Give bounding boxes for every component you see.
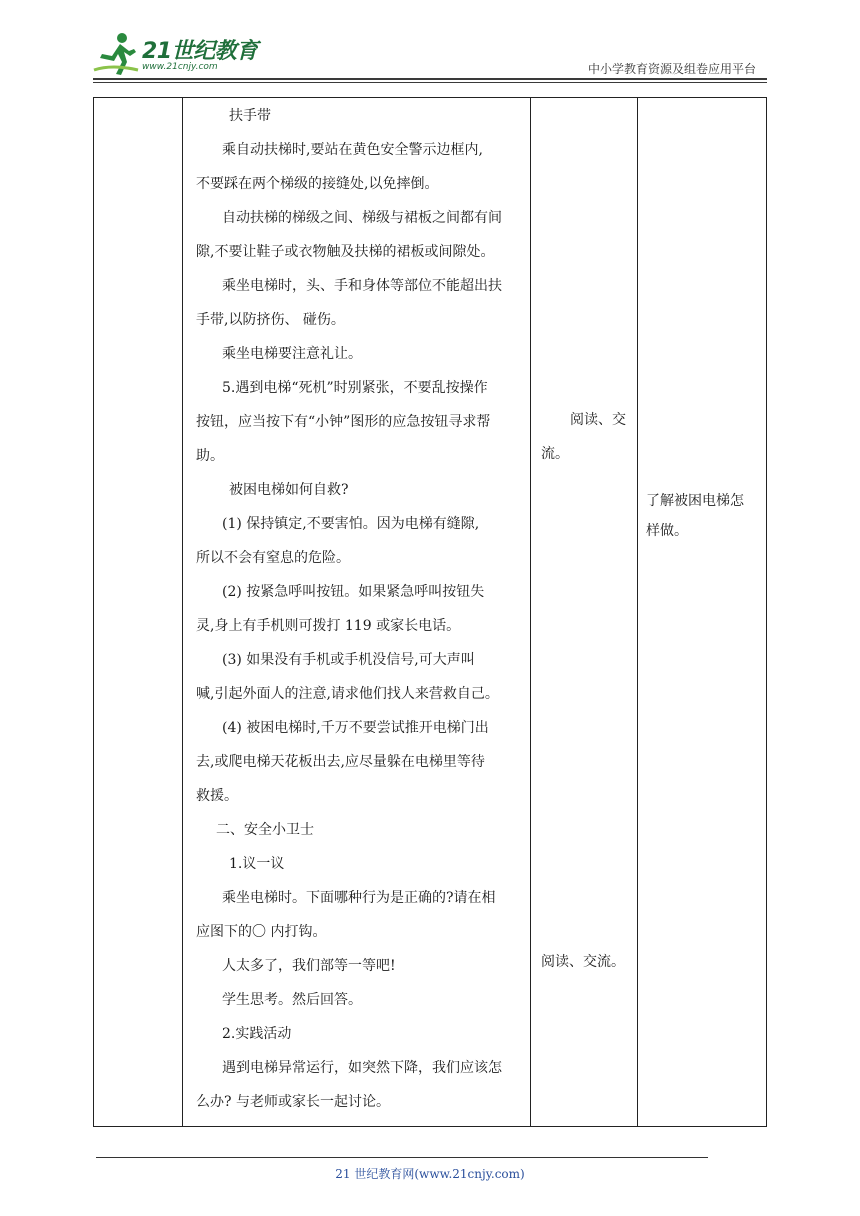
content-line: 2.实践活动 [222, 1026, 292, 1042]
table-border-top [93, 97, 767, 98]
content-line: 手带,以防挤伤、 碰伤。 [196, 312, 345, 328]
content-line: 乘坐电梯时。下面哪种行为是正确的?请在相 [222, 890, 496, 906]
content-line: 救援。 [196, 788, 238, 804]
table-divider-1 [182, 97, 183, 1127]
student-activity-1: 阅读、交 [570, 412, 626, 428]
table-border-bottom [93, 1126, 767, 1127]
header-rule-thin [93, 82, 767, 83]
content-line: 去,或爬电梯天花板出去,应尽量躲在电梯里等待 [196, 754, 485, 770]
content-line: 乘自动扶梯时,要站在黄色安全警示边框内, [222, 142, 483, 158]
table-border-right [766, 97, 767, 1127]
section-heading: 二、安全小卫士 [216, 822, 314, 838]
content-line: 么办? 与老师或家长一起讨论。 [196, 1094, 390, 1110]
content-line: 被困电梯如何自救? [229, 482, 349, 498]
content-line: 自动扶梯的梯级之间、梯级与裙板之间都有间 [222, 210, 502, 226]
content-line: 应图下的〇 内打钩。 [196, 924, 327, 940]
table-divider-2 [530, 97, 531, 1127]
content-line: 遇到电梯异常运行，如突然下降，我们应该怎 [222, 1060, 502, 1076]
runner-icon [92, 30, 142, 78]
content-line: 人太多了，我们部等一等吧! [222, 958, 396, 974]
content-line: 助。 [196, 448, 224, 464]
table-border-left [93, 97, 94, 1127]
content-line: (1) 保持镇定,不要害怕。因为电梯有缝隙, [222, 516, 480, 532]
logo-text: 21世纪教育 [142, 39, 258, 64]
content-line: (3) 如果没有手机或手机没信号,可大声叫 [222, 652, 475, 668]
content-line: (4) 被困电梯时,千万不要尝试推开电梯门出 [222, 720, 489, 736]
content-line: 1.议一议 [229, 856, 285, 872]
content-line: 乘坐电梯要注意礼让。 [222, 346, 362, 362]
header-rule [93, 78, 767, 80]
logo-url: www.21cnjy.com [142, 62, 218, 72]
header-slogan: 中小学教育资源及组卷应用平台 [587, 62, 756, 76]
content-line: 灵,身上有手机则可拨打 119 或家长电话。 [196, 618, 461, 634]
footer-rule [96, 1157, 708, 1158]
content-line: 扶手带 [229, 108, 271, 124]
page-header [0, 0, 860, 100]
content-line: 乘坐电梯时，头、手和身体等部位不能超出扶 [222, 278, 502, 294]
site-logo [92, 30, 262, 82]
student-activity-2: 阅读、交流。 [541, 954, 625, 970]
design-intent-cont: 样做。 [646, 523, 688, 539]
content-line: 隙,不要让鞋子或衣物触及扶梯的裙板或间隙处。 [196, 244, 495, 260]
content-line: 不要踩在两个梯级的接缝处,以免摔倒。 [196, 176, 439, 192]
design-intent: 了解被困电梯怎 [646, 493, 744, 509]
content-line: (2) 按紧急呼叫按钮。如果紧急呼叫按钮失 [222, 584, 485, 600]
content-line: 5.遇到电梯“死机”时别紧张，不要乱按操作 [222, 380, 488, 396]
table-divider-3 [637, 97, 638, 1127]
footer-link[interactable]: 21 世纪教育网(www.21cnjy.com) [335, 1167, 525, 1181]
content-line: 喊,引起外面人的注意,请求他们找人来营救自己。 [196, 686, 499, 702]
content-line: 按钮，应当按下有“小钟”图形的应急按钮寻求帮 [196, 414, 491, 430]
content-line: 学生思考。然后回答。 [222, 992, 362, 1008]
student-activity-1-cont: 流。 [541, 446, 569, 462]
content-line: 所以不会有窒息的危险。 [196, 550, 350, 566]
